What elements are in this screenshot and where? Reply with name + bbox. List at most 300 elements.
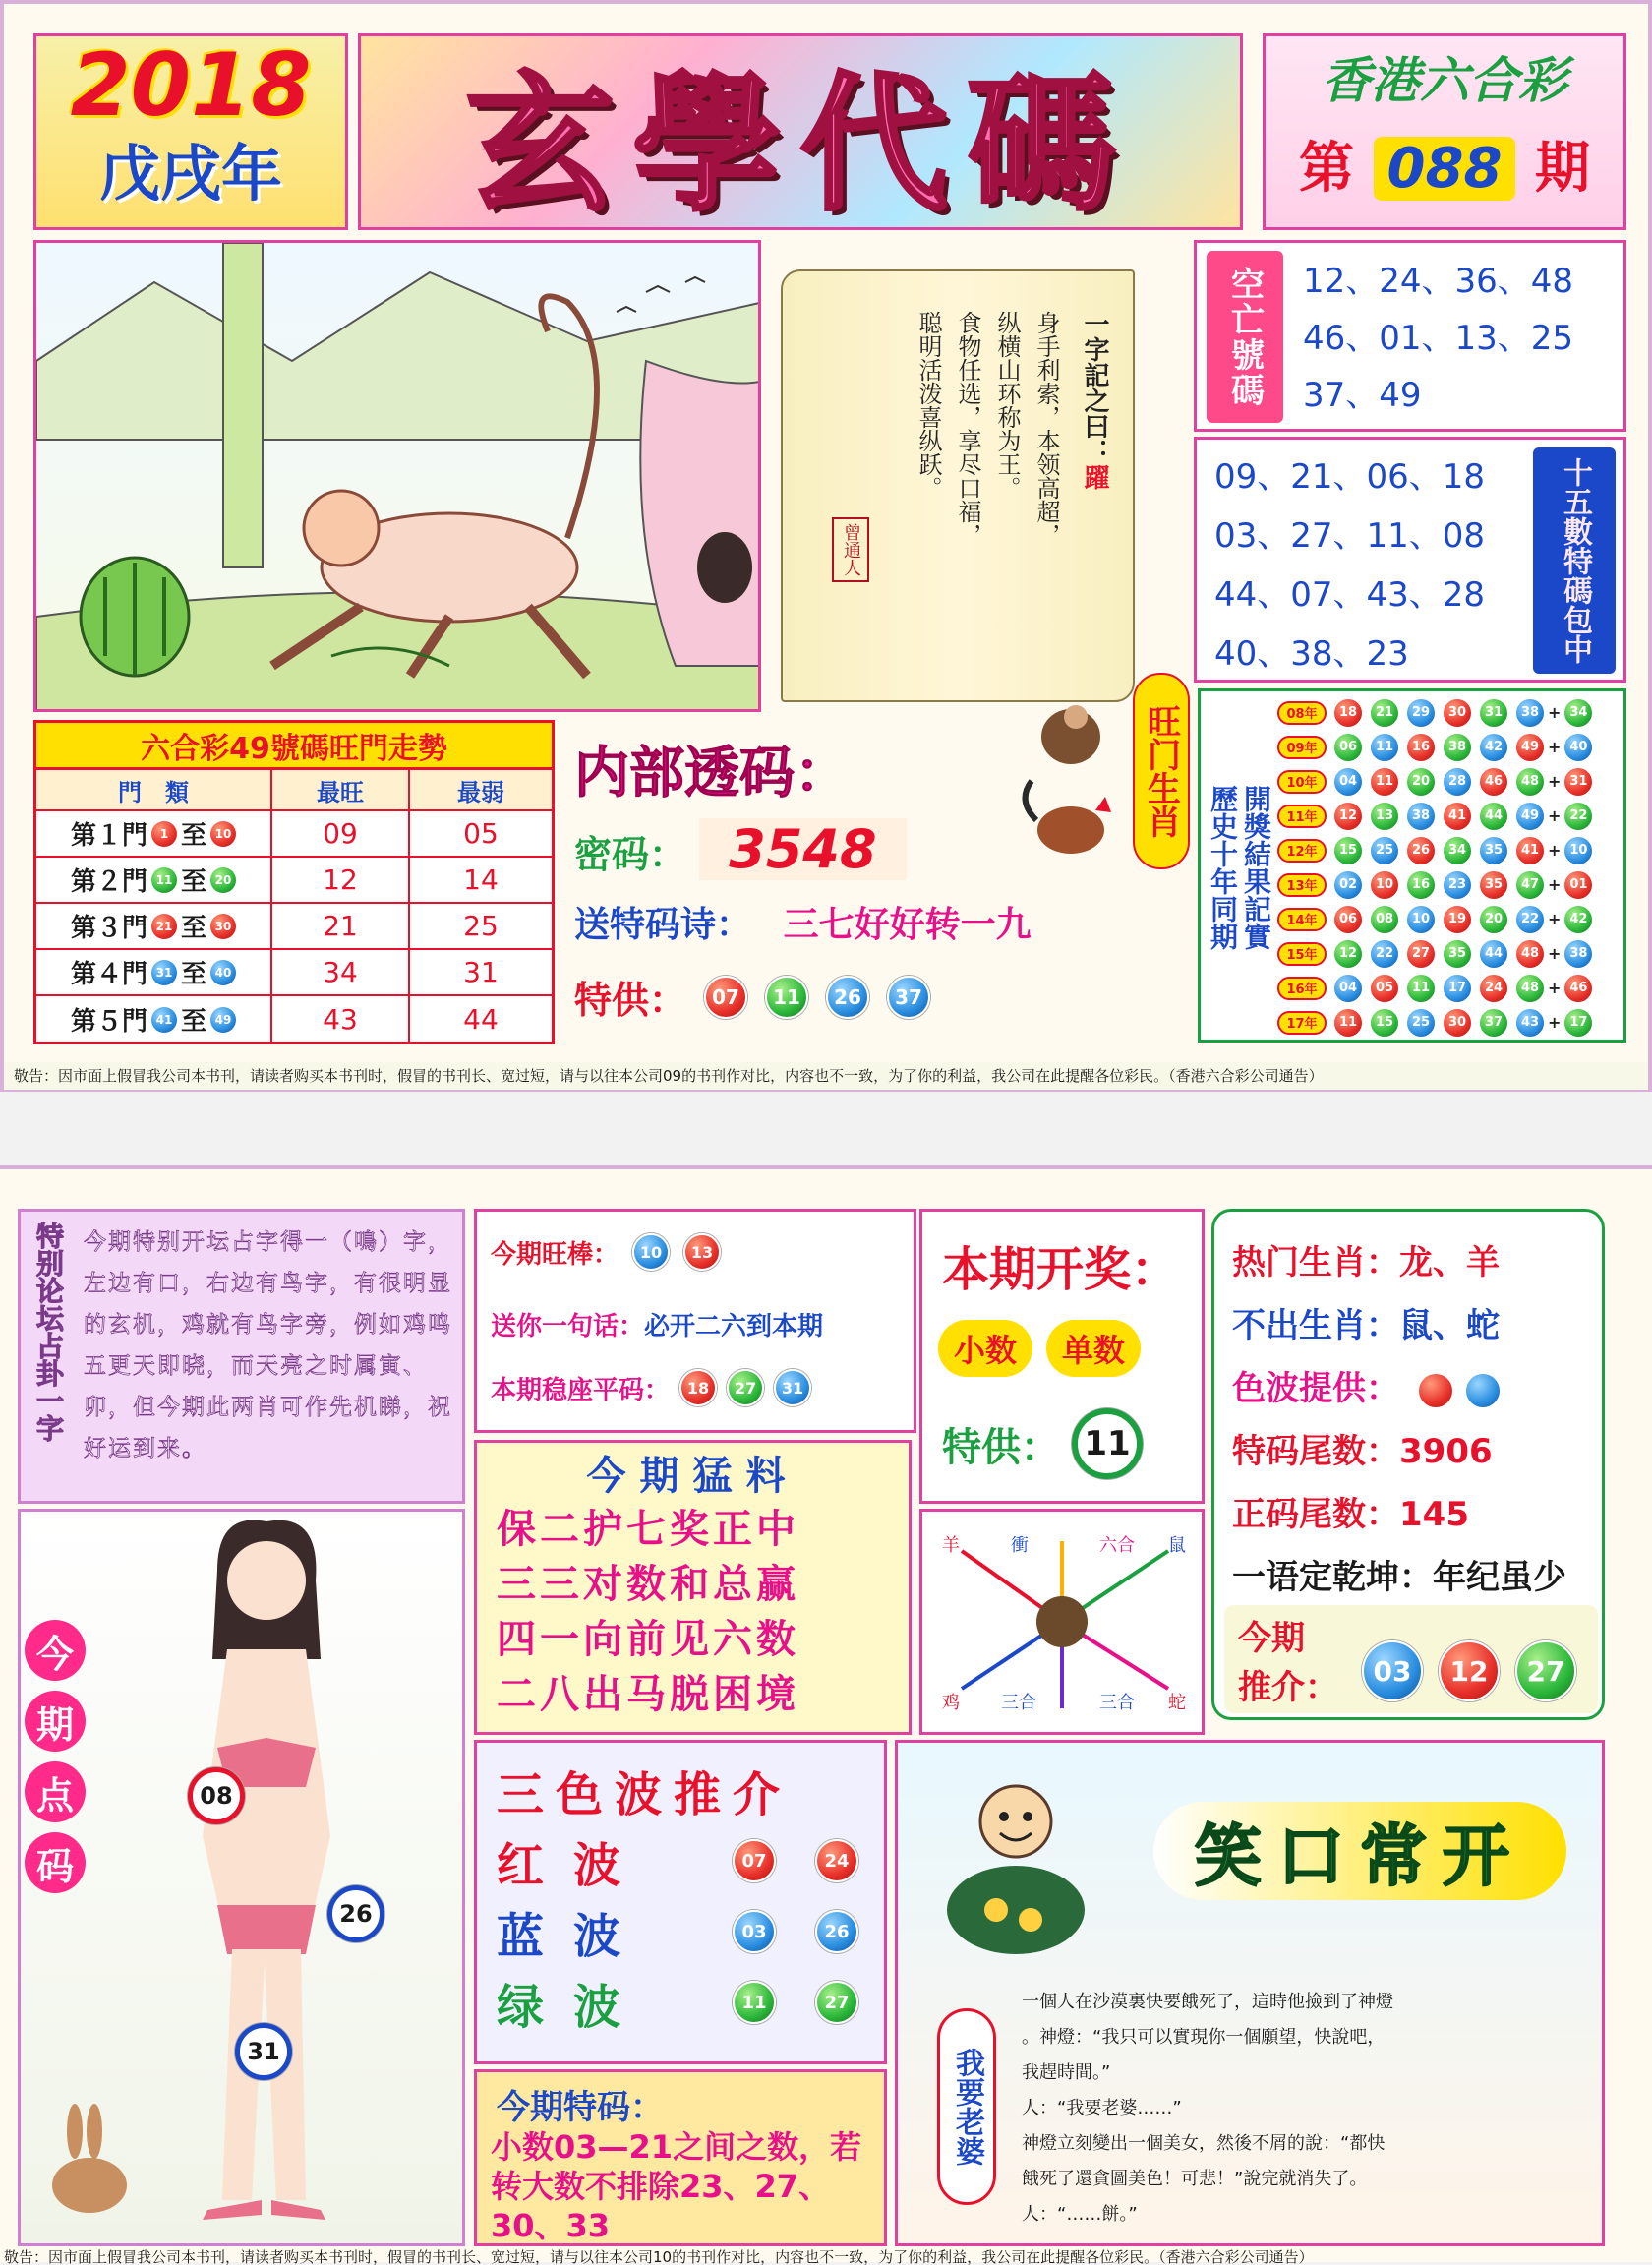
kaijiang-tags [938, 1320, 1141, 1377]
history-plus: + [1548, 875, 1562, 894]
history-ball: 49 [1515, 733, 1545, 762]
history-plus: + [1548, 806, 1562, 825]
poem-scroll [781, 269, 1135, 702]
forum-text: 今期特别开坛占字得一（鳴）字，左边有口，右边有鸟字，有很明显的玄机，鸡就有鸟字旁，例如鸡鸣五更天即晓，而天亮之时属寅、卯，但今期此两肖可作先机睇，祝好运到来。 [84, 1229, 452, 1461]
history-plus: + [1548, 910, 1562, 928]
stable-label: 本期稳座平码： [491, 1375, 671, 1405]
history-ball: 11 [1370, 733, 1399, 762]
history-ball: 26 [1406, 836, 1436, 865]
rec-ball: 03 [1362, 1640, 1423, 1701]
joke-text [1022, 1985, 1592, 2233]
dianma-char: 期 [25, 1691, 86, 1752]
history-ball: 04 [1333, 767, 1363, 797]
mengliao-line: 保二护七奖正中 [497, 1507, 799, 1552]
history-ball: 02 [1333, 870, 1363, 900]
inner-special-ball: 26 [826, 976, 869, 1019]
joke-line: 一個人在沙漠裏快要餓死了，這時他撿到了神燈 [1022, 1992, 1393, 2012]
poem-heading-text: 一字記之曰： [1080, 311, 1109, 464]
history-year: 17年 [1277, 1011, 1327, 1035]
history-ball: 08 [1370, 905, 1399, 934]
door-name: 第３門 [70, 914, 148, 943]
history-label-2: 開獎結果記實 [1240, 785, 1272, 950]
door-type [36, 950, 272, 994]
history-plus: + [1548, 1013, 1562, 1032]
compass-label: 蛇 [1168, 1693, 1186, 1713]
history-plus: + [1548, 703, 1562, 722]
sebo-row [497, 1967, 858, 2038]
tema-text: 小数03—21之间之数，若转大数不排除23、27、30、33 [491, 2128, 862, 2244]
history-ball: 44 [1479, 939, 1508, 969]
history-ball: 29 [1406, 698, 1436, 728]
history-ball: 17 [1443, 974, 1472, 1003]
zodiac-compass [922, 1512, 1202, 1732]
rec-label-1: 今期 [1238, 1619, 1305, 1658]
joke-line: 餓死了還貪圖美色！可悲！”說完就消失了。 [1022, 2169, 1368, 2189]
regular-tail-value: 145 [1399, 1495, 1469, 1534]
hot-zodiac-value: 龙、羊 [1399, 1243, 1500, 1282]
special15-row: 09、21、06、18 [1214, 457, 1486, 497]
door-name: 第５門 [70, 1007, 148, 1037]
wangbang-line [491, 1233, 721, 1271]
door-worst: 14 [463, 864, 499, 896]
door-type [36, 996, 272, 1043]
history-ball: 48 [1515, 939, 1545, 969]
history-ball: 11 [1406, 974, 1436, 1003]
pw-line [574, 818, 907, 880]
history-year: 11年 [1277, 805, 1327, 828]
poem-value: 三七好好转一九 [783, 905, 1032, 945]
sebo-ball: 24 [815, 1839, 858, 1882]
tema-box [474, 2069, 887, 2246]
joke-line: 人：“……餅。” [1022, 2204, 1138, 2225]
door-sep: 至 [181, 914, 207, 943]
door-name: 第４門 [70, 960, 148, 989]
model-figure [148, 1512, 384, 2239]
poem-line [574, 897, 1032, 947]
notice-2: 敬告：因市面上假冒我公司本书刊，请读者购买本书刊时，假冒的书刊长、宽过短，请与以往本公司10的书刊作对比，内容也不一致，为了你的利益，我公司在此提醒各位彩民。（香港六合彩公司通告） [4, 2249, 1314, 2265]
door-worst: 05 [463, 817, 499, 850]
tema-title: 今期特码： [497, 2088, 664, 2127]
title-block [358, 33, 1243, 230]
history-ball: 05 [1370, 974, 1399, 1003]
doors-title: 六合彩49號碼旺門走勢 [36, 723, 552, 770]
kaijiang-tag: 小数 [938, 1320, 1032, 1377]
history-ball: 06 [1333, 905, 1363, 934]
history-plus: + [1548, 944, 1562, 963]
door-to-ball: 10 [210, 821, 236, 847]
doors-row [36, 950, 552, 996]
rec-block [1224, 1605, 1598, 1713]
sebo-rows [497, 1825, 858, 2038]
history-ball: 12 [1333, 802, 1363, 831]
history-special-ball: 46 [1564, 974, 1593, 1003]
history-year: 08年 [1277, 701, 1327, 725]
rec-ball: 27 [1515, 1640, 1576, 1701]
phrase-label: 送你一句话： [491, 1312, 645, 1341]
compass-label: 鸡 [942, 1693, 960, 1713]
mengliao-title: 今期猛料 [586, 1453, 799, 1499]
history-year: 16年 [1277, 977, 1327, 1000]
one-word-label: 一语定乾坤： [1232, 1558, 1433, 1597]
mengliao-box [474, 1440, 912, 1735]
sebo-name: 红波 [497, 1837, 651, 1893]
history-ball: 25 [1406, 1008, 1436, 1038]
pw-value: 3548 [699, 818, 906, 880]
history-ball: 42 [1479, 733, 1508, 762]
history-rows [1277, 695, 1623, 1040]
history-ball: 48 [1515, 767, 1545, 797]
history-ball: 30 [1443, 1008, 1472, 1038]
history-ball: 37 [1479, 1008, 1508, 1038]
poem-label: 送特码诗： [574, 905, 752, 945]
history-year: 13年 [1277, 873, 1327, 897]
wangbang-ball: 10 [632, 1233, 670, 1271]
red-dot-icon [1419, 1374, 1452, 1407]
door-worst: 25 [463, 910, 499, 942]
color-wave [1232, 1357, 1566, 1420]
org-name: 香港六合彩 [1322, 52, 1567, 109]
history-plus: + [1548, 841, 1562, 860]
history-ball: 27 [1406, 939, 1436, 969]
stable-ball: 27 [727, 1369, 764, 1406]
history-row [1277, 730, 1623, 764]
history-plus: + [1548, 979, 1562, 997]
history-ball: 38 [1443, 733, 1472, 762]
door-sep: 至 [181, 960, 207, 989]
mengliao-lines [477, 1502, 909, 1722]
history-box [1198, 688, 1626, 1043]
kaijiang-box [919, 1209, 1205, 1504]
sebo-ball: 27 [815, 1981, 858, 2024]
compass-label: 衝 [1011, 1535, 1029, 1556]
mengliao-line: 四一向前见六数 [497, 1617, 799, 1662]
history-ball: 22 [1515, 905, 1545, 934]
inner-special-line [574, 970, 930, 1024]
blue-dot-icon [1466, 1374, 1500, 1407]
history-special-ball: 38 [1564, 939, 1593, 969]
forum-box [18, 1209, 465, 1504]
compass-box [919, 1509, 1205, 1735]
issue-prefix: 第 [1299, 137, 1355, 201]
sebo-row [497, 1896, 858, 1967]
history-ball: 43 [1515, 1008, 1545, 1038]
history-ball: 15 [1333, 836, 1363, 865]
history-ball: 04 [1333, 974, 1363, 1003]
history-ball: 49 [1515, 802, 1545, 831]
stable-ball: 18 [679, 1369, 717, 1406]
cold-zodiac [1232, 1294, 1566, 1357]
history-special-ball: 22 [1564, 802, 1593, 831]
door-best: 09 [272, 811, 410, 856]
history-ball: 34 [1443, 836, 1472, 865]
poem-signature: 曾通人 [832, 517, 869, 582]
kongwang-row: 46、01、13、25 [1303, 319, 1574, 358]
doors-header-worst: 最弱 [457, 778, 504, 806]
inner-special-ball: 11 [765, 976, 808, 1019]
history-year: 15年 [1277, 942, 1327, 966]
main-title: 玄學代碼 [465, 60, 1135, 231]
joke-line: 神燈立刻變出一個美女，然後不屑的說：“都快 [1022, 2133, 1386, 2154]
monkey-drawing [36, 243, 761, 712]
history-ball: 44 [1479, 802, 1508, 831]
cold-zodiac-label: 不出生肖： [1232, 1306, 1399, 1345]
regular-tail [1232, 1483, 1566, 1546]
special15-row: 03、27、11、08 [1214, 516, 1486, 556]
compass-label: 三合 [1099, 1693, 1135, 1713]
history-row [1277, 1005, 1623, 1040]
history-ball: 38 [1515, 698, 1545, 728]
history-ball: 11 [1370, 767, 1399, 797]
door-best: 34 [272, 950, 410, 994]
history-year: 10年 [1277, 770, 1327, 794]
wangbang-label: 今期旺棒： [491, 1239, 620, 1270]
kaijiang-special-label: 特供： [942, 1424, 1060, 1470]
history-ball: 21 [1370, 698, 1399, 728]
bottom-page [0, 1165, 1652, 2265]
poem-heading [1077, 311, 1113, 665]
kaijiang-special-ball: 11 [1072, 1408, 1143, 1479]
pw-label: 密码： [574, 833, 687, 876]
issue-block [1263, 33, 1626, 230]
monkey-illustration [33, 240, 761, 712]
doors-table [33, 720, 555, 1044]
doors-row [36, 904, 552, 950]
history-ball: 48 [1515, 974, 1545, 1003]
joke-box [895, 1740, 1605, 2246]
door-from-ball: 41 [151, 1007, 177, 1033]
history-ball: 23 [1443, 870, 1472, 900]
issue-suffix: 期 [1534, 137, 1590, 201]
door-name: 第１門 [70, 821, 148, 851]
kongwang-box [1194, 240, 1626, 432]
mengliao-line: 三三对数和总赢 [497, 1562, 799, 1607]
door-to-ball: 20 [210, 867, 236, 893]
hot-zodiac-label: 热门生肖： [1232, 1243, 1399, 1282]
kongwang-numbers [1303, 253, 1573, 424]
door-from-ball: 31 [151, 960, 177, 985]
history-ball: 41 [1515, 836, 1545, 865]
history-ball: 41 [1443, 802, 1472, 831]
history-row [1277, 833, 1623, 867]
dianma-ball: 31 [235, 2023, 292, 2080]
one-word [1232, 1546, 1566, 1609]
compass-label: 三合 [1001, 1693, 1036, 1713]
special-tail-label: 特码尾数： [1232, 1432, 1399, 1471]
special-tail [1232, 1420, 1566, 1483]
kaijiang-special-line [942, 1408, 1143, 1479]
doors-row [36, 996, 552, 1043]
history-plus: + [1548, 772, 1562, 791]
history-special-ball: 40 [1564, 733, 1593, 762]
poem-line-4: 聪明活泼喜纵跃。 [914, 311, 942, 500]
history-ball: 15 [1370, 1008, 1399, 1038]
history-year: 09年 [1277, 736, 1327, 759]
history-ball: 35 [1479, 836, 1508, 865]
history-special-ball: 01 [1564, 870, 1593, 900]
doors-row [36, 811, 552, 858]
history-ball: 25 [1370, 836, 1399, 865]
inner-special-label: 特供： [574, 979, 687, 1022]
mengliao-line: 二八出马脱困境 [497, 1672, 799, 1717]
poem-line-1: 身手利索，本领高超， [1032, 311, 1060, 547]
dianma-char: 今 [25, 1620, 86, 1681]
kongwang-row: 37、49 [1303, 376, 1422, 415]
wangbang-box [474, 1209, 916, 1433]
history-ball: 47 [1515, 870, 1545, 900]
special-tail-value: 3906 [1399, 1432, 1493, 1471]
color-wave-label: 色波提供： [1232, 1369, 1399, 1408]
poem-key-char: 躍 [1080, 464, 1109, 490]
dianma-box [18, 1509, 465, 2246]
special15-row: 44、07、43、28 [1214, 575, 1486, 615]
history-row [1277, 695, 1623, 730]
sebo-ball: 03 [733, 1910, 776, 1953]
history-row [1277, 902, 1623, 936]
history-ball: 10 [1406, 905, 1436, 934]
doors-row [36, 858, 552, 904]
regular-tail-label: 正码尾数： [1232, 1495, 1399, 1534]
compass-label: 鼠 [1168, 1535, 1186, 1556]
cold-zodiac-value: 鼠、蛇 [1399, 1306, 1500, 1345]
history-special-ball: 42 [1564, 905, 1593, 934]
phrase-line [491, 1306, 823, 1342]
dianma-char: 点 [25, 1761, 86, 1822]
history-ball: 10 [1370, 870, 1399, 900]
doors-header-best: 最旺 [272, 770, 410, 809]
joke-tag: 我要老婆 [937, 2008, 996, 2205]
hot-zodiac [1232, 1231, 1566, 1294]
door-type [36, 904, 272, 948]
compass-label: 羊 [942, 1535, 960, 1556]
special15-label: 十五數特碼包中 [1533, 447, 1616, 674]
joke-line: 人：“我要老婆……” [1022, 2098, 1182, 2118]
notice-1: 敬告：因市面上假冒我公司本书刊，请读者购买本书刊时，假冒的书刊长、宽过短，请与以往本公司09的书刊作对比，内容也不一致，为了你的利益，我公司在此提醒各位彩民。（香港六合彩公司通告） [4, 1062, 1648, 1090]
history-ball: 18 [1333, 698, 1363, 728]
door-to-ball: 49 [210, 1007, 236, 1033]
history-row [1277, 971, 1623, 1005]
doors-header [36, 770, 552, 811]
money-bag-icon [937, 1762, 1094, 1959]
door-sep: 至 [181, 1007, 207, 1037]
sebo-title: 三色波推介 [497, 1767, 793, 1822]
door-best: 43 [272, 996, 410, 1043]
kongwang-label: 空亡號碼 [1207, 251, 1283, 423]
issue-number: 088 [1374, 137, 1516, 201]
kaijiang-title: 本期开奖： [942, 1242, 1179, 1297]
history-ball: 16 [1406, 870, 1436, 900]
rabbit-icon [40, 2102, 139, 2220]
top-page [0, 0, 1652, 1092]
special15-row: 40、38、23 [1214, 634, 1409, 674]
history-plus: + [1548, 738, 1562, 756]
joke-line: 我趕時間。” [1022, 2062, 1111, 2083]
sebo-box [474, 1740, 887, 2064]
rec-label-2: 推介： [1238, 1668, 1338, 1707]
animal-icons [1017, 692, 1125, 869]
joke-line: 。神燈：“我只可以實現你一個願望，快說吧， [1022, 2027, 1386, 2048]
door-from-ball: 1 [151, 821, 177, 847]
poem-line-2: 纵横山环称为王。 [993, 311, 1021, 500]
door-worst: 44 [463, 1003, 499, 1036]
history-ball: 24 [1479, 974, 1508, 1003]
history-label: 歷史十年同期 [1207, 785, 1239, 950]
door-name: 第２門 [70, 867, 148, 897]
kongwang-row: 12、24、36、48 [1303, 262, 1574, 301]
issue-line [1266, 125, 1623, 213]
history-special-ball: 17 [1564, 1008, 1593, 1038]
history-row [1277, 764, 1623, 799]
history-ball: 35 [1479, 870, 1508, 900]
rec-ball: 12 [1439, 1640, 1500, 1701]
sebo-ball: 26 [815, 1910, 858, 1953]
history-ball: 11 [1333, 1008, 1363, 1038]
history-ball: 20 [1406, 767, 1436, 797]
special15-numbers [1214, 447, 1485, 684]
stable-ball: 31 [774, 1369, 811, 1406]
history-ball: 30 [1443, 698, 1472, 728]
history-ball: 35 [1443, 939, 1472, 969]
sebo-name: 绿波 [497, 1979, 651, 2035]
one-word-value: 年纪虽少 [1433, 1558, 1566, 1597]
wangbang-ball: 13 [683, 1233, 721, 1271]
history-row [1277, 936, 1623, 971]
stable-line [491, 1369, 811, 1406]
door-sep: 至 [181, 867, 207, 897]
year-block [33, 33, 348, 230]
dianma-char: 码 [25, 1832, 86, 1893]
history-ball: 38 [1406, 802, 1436, 831]
doors-rows [36, 811, 552, 1043]
door-to-ball: 30 [210, 914, 236, 939]
history-ball: 12 [1333, 939, 1363, 969]
door-type [36, 858, 272, 902]
door-to-ball: 40 [210, 960, 236, 985]
history-row [1277, 799, 1623, 833]
sebo-name: 蓝波 [497, 1908, 651, 1964]
inner-special-ball: 07 [704, 976, 747, 1019]
wangmen-label: 旺门生肖 [1133, 673, 1190, 869]
history-row [1277, 867, 1623, 902]
door-worst: 31 [463, 956, 499, 988]
history-year: 14年 [1277, 908, 1327, 931]
monkey-rooster-icon [1017, 692, 1125, 869]
dianma-ball: 08 [188, 1767, 245, 1824]
history-ball: 06 [1333, 733, 1363, 762]
history-ball: 16 [1406, 733, 1436, 762]
phrase-value: 必开二六到本期 [644, 1312, 824, 1341]
history-ball: 31 [1479, 698, 1508, 728]
door-sep: 至 [181, 821, 207, 851]
special15-box [1194, 437, 1626, 683]
sebo-row [497, 1825, 858, 1896]
history-year: 12年 [1277, 839, 1327, 863]
poem-line-3: 食物任选，享尽口福， [954, 311, 981, 547]
zodiac-year: 戊戌年 [98, 138, 282, 209]
door-type [36, 811, 272, 856]
doors-header-type: 門 類 [36, 770, 272, 809]
forum-label: 特别论坛占卦一字 [32, 1222, 65, 1442]
history-special-ball: 31 [1564, 767, 1593, 797]
sebo-ball: 07 [733, 1839, 776, 1882]
history-special-ball: 34 [1564, 698, 1593, 728]
inner-special-ball: 37 [887, 976, 930, 1019]
kaijiang-tag: 单数 [1046, 1320, 1141, 1377]
compass-label: 六合 [1099, 1535, 1135, 1556]
year: 2018 [70, 34, 312, 136]
hot-box [1211, 1209, 1605, 1720]
dianma-ball: 26 [327, 1885, 384, 1942]
history-ball: 22 [1370, 939, 1399, 969]
